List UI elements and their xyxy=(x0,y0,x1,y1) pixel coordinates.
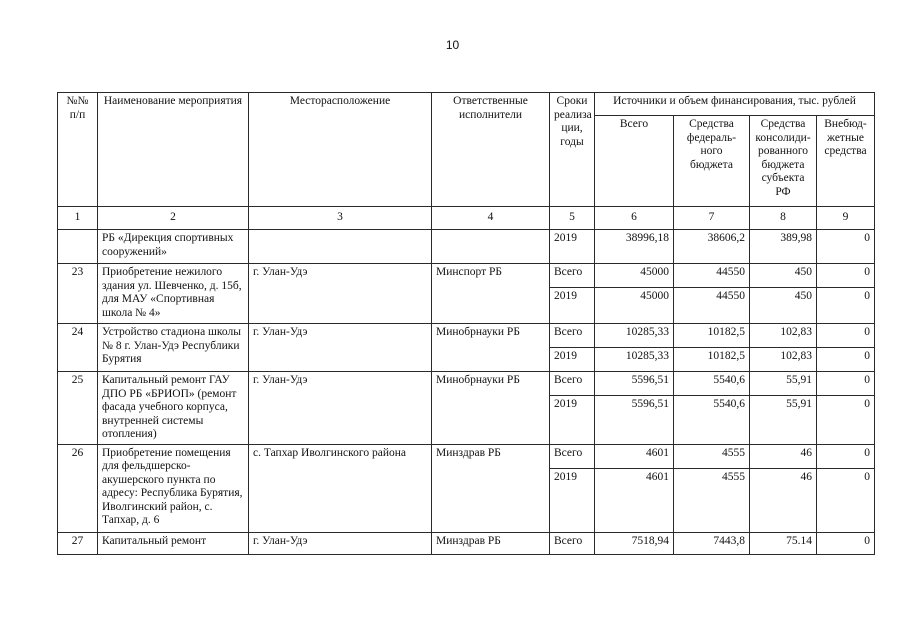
header-funding: Источники и объем финансирования, тыс. рублей xyxy=(595,93,875,116)
column-number: 7 xyxy=(674,207,750,230)
row-regional: 46 xyxy=(750,444,817,468)
column-number: 6 xyxy=(595,207,674,230)
row-regional: 55,91 xyxy=(750,396,817,444)
table-row xyxy=(58,264,875,288)
column-numbers-row xyxy=(58,207,875,230)
financing-table xyxy=(57,92,875,555)
header-period: Сроки реализа ции, годы xyxy=(550,93,595,207)
table-row xyxy=(58,444,875,468)
row-total: 4601 xyxy=(595,444,674,468)
header-location: Месторасположение xyxy=(249,93,432,207)
row-period: Всего xyxy=(550,444,595,468)
column-number: 2 xyxy=(98,207,249,230)
header-executors: Ответственные исполнители xyxy=(432,93,550,207)
row-name: РБ «Дирекция спортивных сооружений» xyxy=(98,230,249,264)
row-regional: 75.14 xyxy=(750,532,817,554)
row-name: Приобретение нежилого здания ул. Шевченко, д. 15б, для МАУ «Спортивная школа № 4» xyxy=(98,264,249,324)
column-number: 8 xyxy=(750,207,817,230)
table-row xyxy=(58,532,875,554)
row-number: 25 xyxy=(58,372,98,445)
row-regional: 46 xyxy=(750,468,817,532)
row-federal: 4555 xyxy=(674,444,750,468)
header-federal: Средства федераль- ного бюджета xyxy=(674,116,750,207)
row-executor: Минздрав РБ xyxy=(432,532,550,554)
row-executor xyxy=(432,230,550,264)
row-period: Всего xyxy=(550,324,595,348)
row-executor: Минздрав РБ xyxy=(432,444,550,532)
header-regional: Средства консолиди- рованного бюджета субъекта РФ xyxy=(750,116,817,207)
row-offbudget: 0 xyxy=(817,264,875,288)
row-regional: 450 xyxy=(750,288,817,324)
row-federal: 44550 xyxy=(674,264,750,288)
header-name: Наименование мероприятия xyxy=(98,93,249,207)
row-total: 4601 xyxy=(595,468,674,532)
row-period: Всего xyxy=(550,532,595,554)
row-total: 10285,33 xyxy=(595,348,674,372)
header-total: Всего xyxy=(595,116,674,207)
row-executor: Минобрнауки РБ xyxy=(432,324,550,372)
row-offbudget: 0 xyxy=(817,468,875,532)
row-location: с. Тапхар Иволгинского района xyxy=(249,444,432,532)
table-row xyxy=(58,372,875,396)
row-offbudget: 0 xyxy=(817,444,875,468)
row-total: 10285,33 xyxy=(595,324,674,348)
row-name: Капитальный ремонт xyxy=(98,532,249,554)
row-period: 2019 xyxy=(550,288,595,324)
row-federal: 5540,6 xyxy=(674,396,750,444)
row-number: 26 xyxy=(58,444,98,532)
row-federal: 7443,8 xyxy=(674,532,750,554)
row-offbudget: 0 xyxy=(817,396,875,444)
row-offbudget: 0 xyxy=(817,372,875,396)
row-total: 7518,94 xyxy=(595,532,674,554)
column-number: 4 xyxy=(432,207,550,230)
row-regional: 450 xyxy=(750,264,817,288)
row-name: Приобретение помещения для фельдшерско-акушерского пункта по адресу: Республика Бурятия, Иволгинский район, с. Тапхар, д. 6 xyxy=(98,444,249,532)
table-row xyxy=(58,324,875,348)
row-period: 2019 xyxy=(550,348,595,372)
row-total: 5596,51 xyxy=(595,372,674,396)
row-offbudget: 0 xyxy=(817,230,875,264)
row-regional: 102,83 xyxy=(750,324,817,348)
column-number: 3 xyxy=(249,207,432,230)
header-num: №№ п/п xyxy=(58,93,98,207)
row-name: Устройство стадиона школы № 8 г. Улан-Удэ Республики Бурятия xyxy=(98,324,249,372)
row-number: 23 xyxy=(58,264,98,324)
row-regional: 55,91 xyxy=(750,372,817,396)
row-executor: Минспорт РБ xyxy=(432,264,550,324)
row-total: 38996,18 xyxy=(595,230,674,264)
row-location: г. Улан-Удэ xyxy=(249,372,432,445)
row-period: Всего xyxy=(550,264,595,288)
column-number: 1 xyxy=(58,207,98,230)
row-federal: 10182,5 xyxy=(674,348,750,372)
row-number: 24 xyxy=(58,324,98,372)
row-period: 2019 xyxy=(550,468,595,532)
row-offbudget: 0 xyxy=(817,348,875,372)
row-federal: 5540,6 xyxy=(674,372,750,396)
row-regional: 389,98 xyxy=(750,230,817,264)
page-number: 10 xyxy=(445,38,460,52)
row-federal: 10182,5 xyxy=(674,324,750,348)
row-name: Капитальный ремонт ГАУ ДПО РБ «БРИОП» (ремонт фасада учебного корпуса, внутренней системы отопления) xyxy=(98,372,249,445)
row-period: 2019 xyxy=(550,230,595,264)
row-location xyxy=(249,230,432,264)
row-location: г. Улан-Удэ xyxy=(249,264,432,324)
row-executor: Минобрнауки РБ xyxy=(432,372,550,445)
row-location: г. Улан-Удэ xyxy=(249,324,432,372)
row-offbudget: 0 xyxy=(817,532,875,554)
row-federal: 4555 xyxy=(674,468,750,532)
row-location: г. Улан-Удэ xyxy=(249,532,432,554)
row-regional: 102,83 xyxy=(750,348,817,372)
column-number: 9 xyxy=(817,207,875,230)
column-number: 5 xyxy=(550,207,595,230)
row-period: Всего xyxy=(550,372,595,396)
row-period: 2019 xyxy=(550,396,595,444)
row-total: 45000 xyxy=(595,264,674,288)
row-total: 5596,51 xyxy=(595,396,674,444)
row-number xyxy=(58,230,98,264)
row-number: 27 xyxy=(58,532,98,554)
header-offbudget: Внебюд- жетные средства xyxy=(817,116,875,207)
row-federal: 44550 xyxy=(674,288,750,324)
row-federal: 38606,2 xyxy=(674,230,750,264)
row-total: 45000 xyxy=(595,288,674,324)
row-offbudget: 0 xyxy=(817,324,875,348)
row-offbudget: 0 xyxy=(817,288,875,324)
table-row xyxy=(58,230,875,264)
